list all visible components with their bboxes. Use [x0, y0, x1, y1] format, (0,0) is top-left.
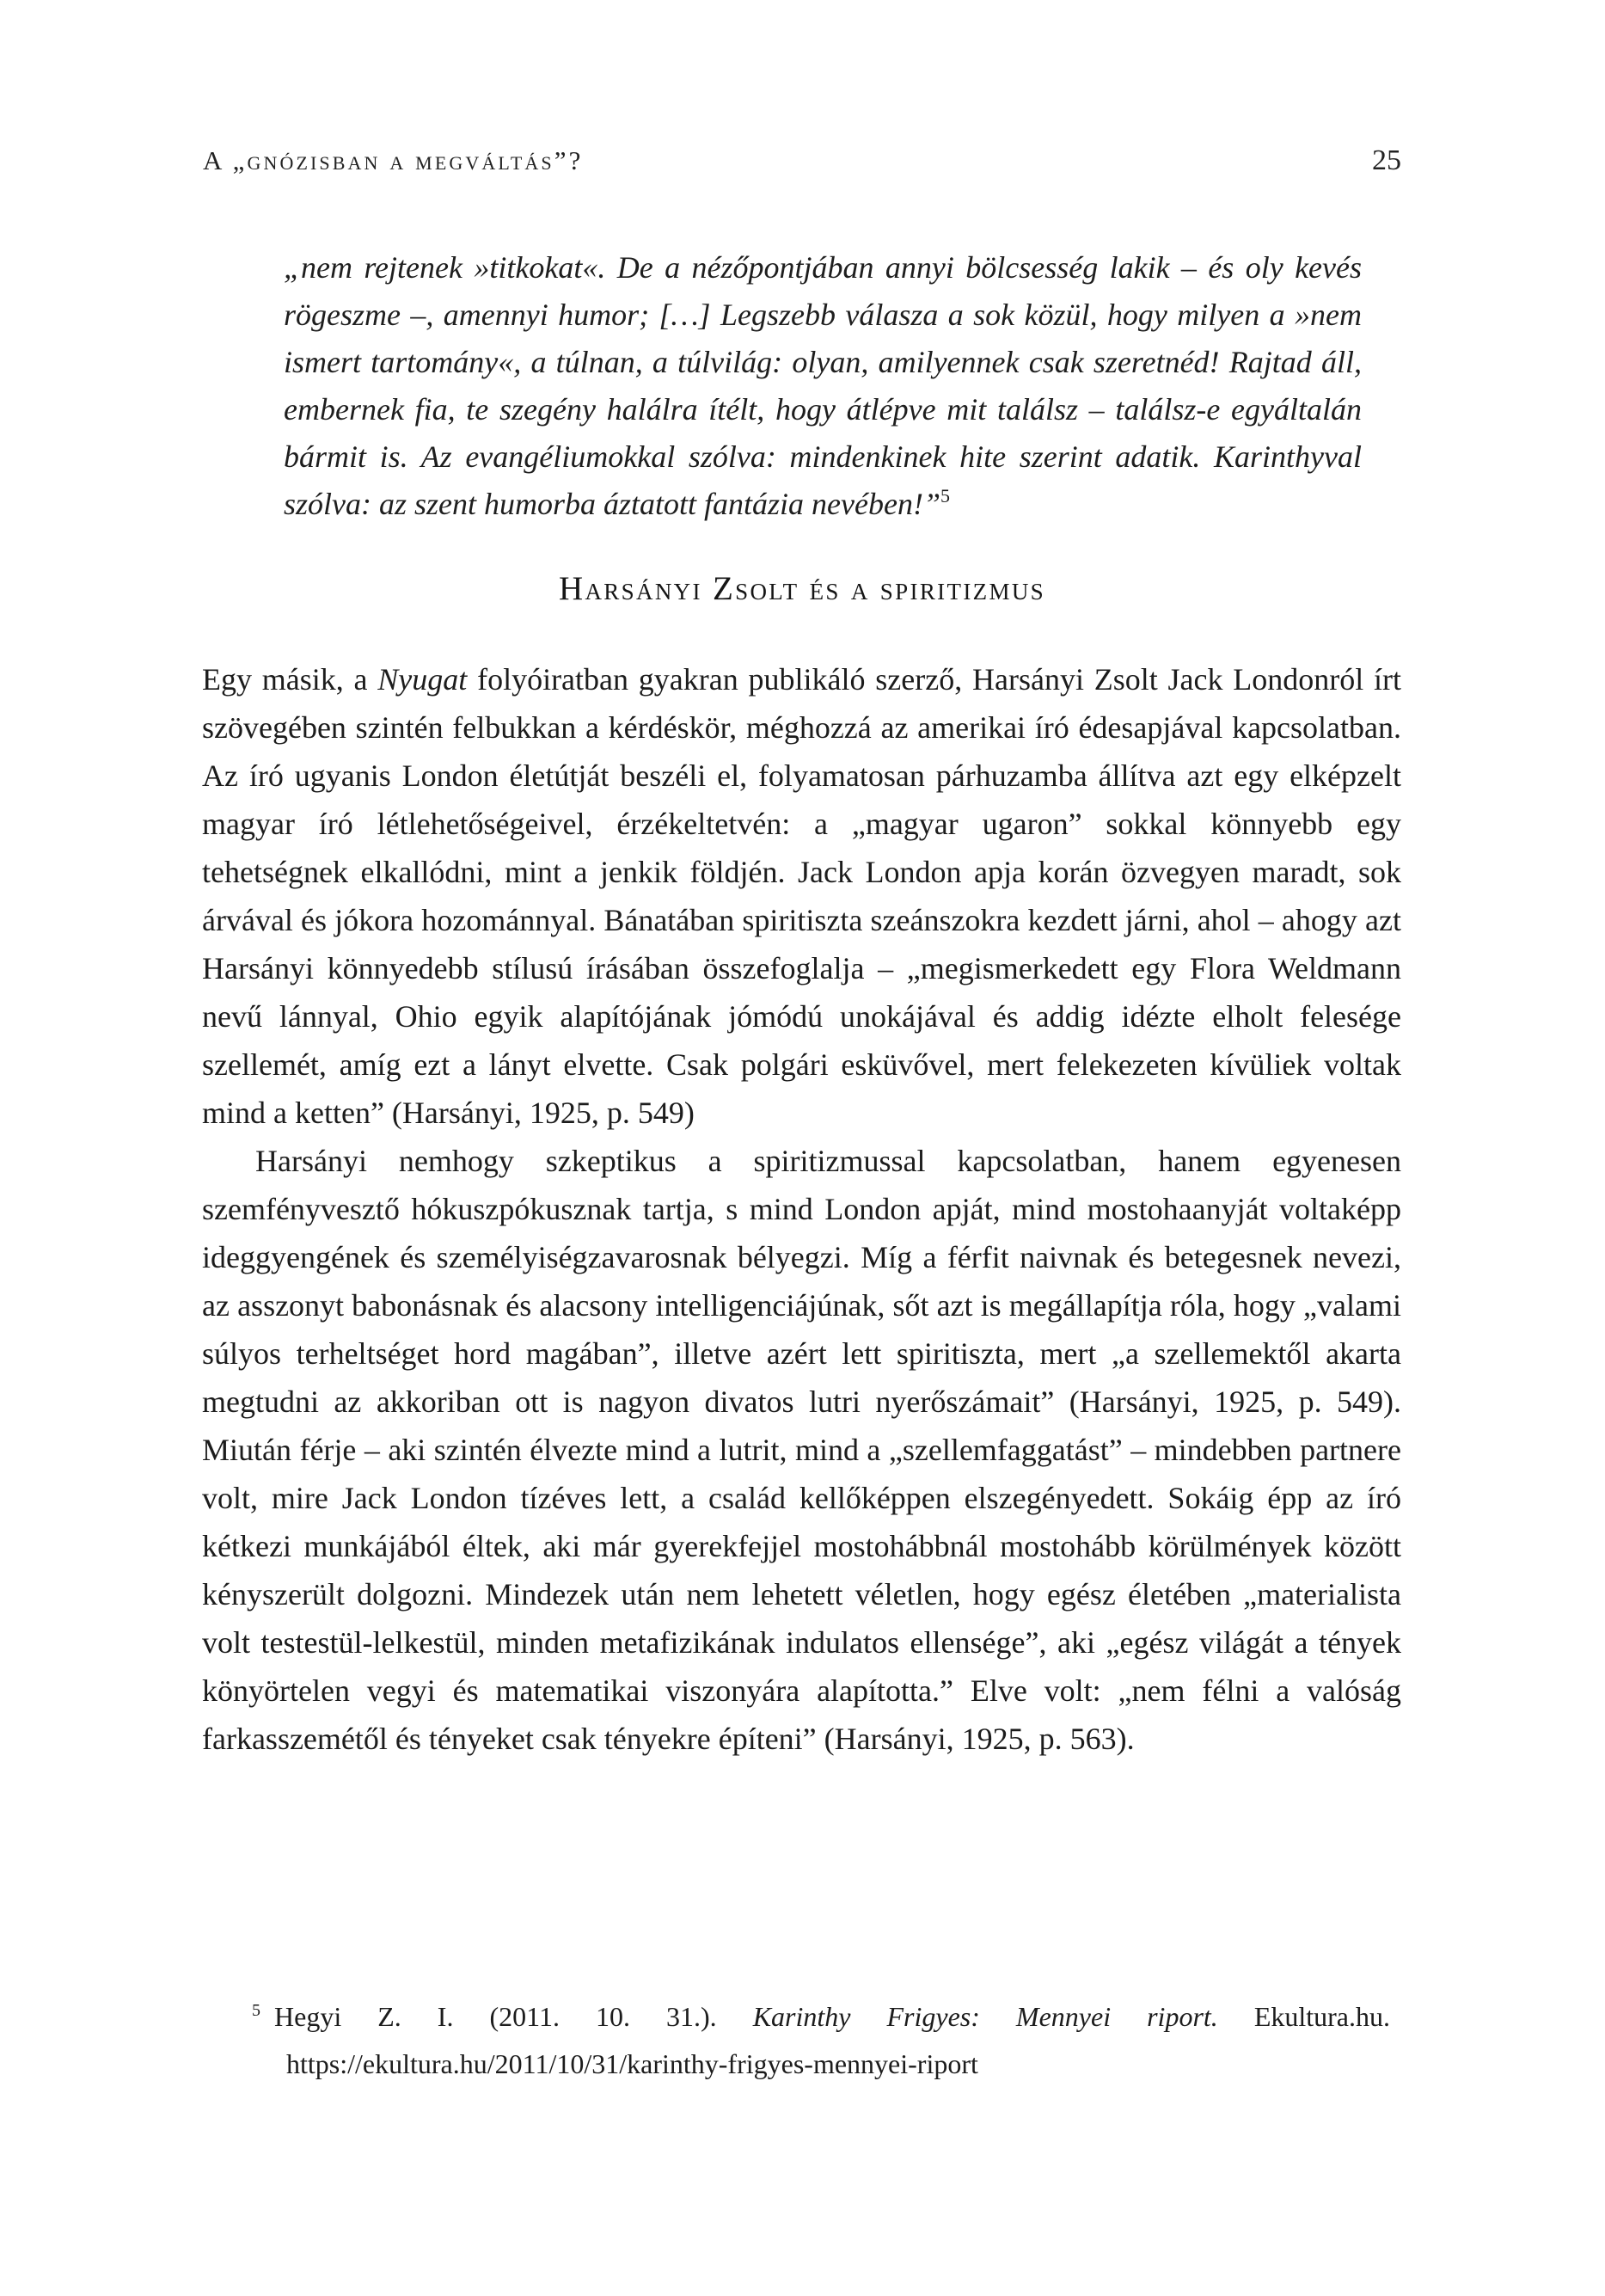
footnote-reference-5: 5 [940, 485, 950, 506]
footnote-citation-pre: Hegyi Z. I. (2011. 10. 31.). [274, 2001, 753, 2032]
footnote-cited-title: Karinthy Frigyes: Mennyei riport. [752, 2001, 1218, 2032]
section-heading: Harsányi Zsolt és a spiritizmus [558, 570, 1046, 607]
paragraph-1-rest: folyóiratban gyakran publikáló szerző, Harsányi Zsolt Jack Londonról írt szövegében szintén felbukkan a kérdéskör, méghozzá az amerikai író édesapjával kapcsolatban. Az író ugyanis London életútját beszéli el, folyamatosan párhuzamba állítva azt egy elképzelt magyar író létlehetőségeivel, érzékeltetvén: a „magyar ugaron” sokkal könnyebb egy tehetségnek elkallódni, mint a jenkik földjén. Jack London apja korán özvegyen maradt, sok árvával és jókora hozománnyal. Bánatában spiritiszta szeánszokra kezdett járni, ahol – ahogy azt Harsányi könnyedebb stílusú írásában összefoglalja – „megismerkedett egy Flora Weldmann nevű lánnyal, Ohio egyik alapítójának jómódú unokájával és addig idézte elholt felesége szellemét, amíg ezt a lányt elvette. Csak polgári esküvővel, mert felekezeten kívüliek voltak mind a ketten” (Harsányi, 1925, p. 549) [202, 662, 1401, 1130]
paragraph-2: Harsányi nemhogy szkeptikus a spiritizmussal kapcsolatban, hanem egyenesen szemfényvesztő hókuszpókusznak tartja, s mind London apját, mind mostohaanyját voltaképp ideggyengének és személyiségzavarosnak bélyegzi. Míg a férfit naivnak és betegesnek nevezi, az asszonyt babonásnak és alacsony intelligenciájúnak, sőt azt is megállapítja róla, hogy „valami súlyos terheltséget hord magában”, illetve azért lett spiritiszta, mert „a szellemektől akarta megtudni az akkoriban ott is nagyon divatos lutri nyerőszámait” (Harsányi, 1925, p. 549). Miután férje – aki szintén élvezte mind a lutrit, mind a „szellemfaggatást” – mindebben partnere volt, mire Jack London tízéves lett, a család kellőképpen elszegényedett. Sokáig épp az író kétkezi munkájából éltek, aki már gyerekfejjel mostohábbnál mostohább körülmények között kényszerült dolgozni. Mindezek után nem lehetett véletlen, hogy egész életében „materialista volt testestül-lelkestül, minden metafizikának indulatos ellensége”, aki „egész világát a tények könyörtelen vegyi és matematikai viszonyára alapította.” Elve volt: „nem félni a valóság farkasszemétől és tényeket csak tényekre építeni” (Harsányi, 1925, p. 563). [202, 1144, 1401, 1756]
page-number: 25 [1372, 144, 1401, 176]
footnote-marker: 5 [252, 2001, 260, 2020]
footnote-url: https://ekultura.hu/2011/10/31/karinthy-frigyes-mennyei-riport [286, 2048, 978, 2079]
footnote [252, 1993, 1390, 2088]
block-quote [284, 244, 1362, 528]
nyugat-journal-title: Nyugat [377, 662, 468, 697]
paragraph-1 [202, 655, 1401, 1137]
running-head: A „gnózisban a megváltás”? [203, 145, 584, 175]
page-header [203, 144, 1401, 177]
block-quote-text: „nem rejtenek »titkokat«. De a nézőpontjában annyi bölcsesség lakik – és oly kevés rögeszme –, amennyi humor; […] Legszebb válasza a sok közül, hogy milyen a »nem ismert tartomány«, a túlnan, a túlvilág: olyan, amilyennek csak szeretnéd! Rajtad áll, embernek fia, te szegény halálra ítélt, hogy átlépve mit találsz – találsz-e egyáltalán bármit is. Az evangéliumokkal szólva: mindenkinek hite szerint adatik. Karinthyval szólva: az szent humorba áztatott fantázia nevében!” [284, 250, 1362, 521]
footnote-citation-mid: Ekultura.hu. [1217, 2001, 1391, 2032]
body-text [202, 655, 1401, 1763]
paragraph-1-lead: Egy másik, a [202, 662, 378, 697]
